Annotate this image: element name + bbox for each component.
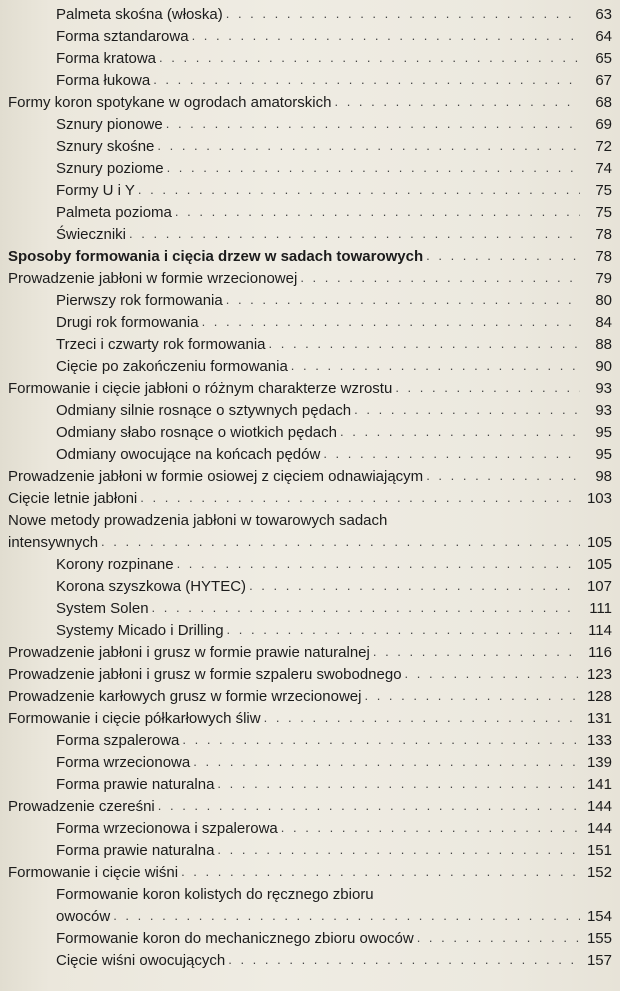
toc-entry-page-number: 65 (595, 50, 612, 67)
toc-entry (8, 730, 612, 752)
toc-entry-page-number: 98 (595, 468, 612, 485)
toc-entry-row (8, 686, 612, 708)
dot-leader (364, 685, 580, 707)
dot-leader (426, 245, 580, 267)
dot-leader (249, 575, 580, 597)
dot-leader (166, 113, 580, 135)
toc-entry-title: Cięcie po zakończeniu formowania (56, 358, 288, 375)
toc-entry-title: System Solen (56, 600, 149, 617)
toc-entry-title: Sznury pionowe (56, 116, 163, 133)
toc-entry-title-line1: Formowanie koron kolistych do ręcznego zbioru (56, 886, 374, 903)
toc-entry-row (8, 488, 612, 510)
toc-entry-page-number: 133 (586, 732, 612, 749)
dot-leader (167, 157, 580, 179)
toc-entry-page-number: 157 (586, 952, 612, 969)
dot-leader (193, 751, 580, 773)
toc-entry-title: Forma szpalerowa (56, 732, 180, 749)
dot-leader (269, 333, 581, 355)
toc-entry-title: Cięcie wiśni owocujących (56, 952, 226, 969)
toc-entry-row (8, 642, 612, 664)
toc-entry (8, 268, 612, 290)
toc-entry-title: Formy U i Y (56, 182, 135, 199)
toc-entry-page-number: 131 (586, 710, 612, 727)
toc-entry-row (8, 532, 612, 554)
toc-entry (8, 4, 612, 26)
toc-entry-row (56, 26, 612, 48)
toc-entry-page-number: 72 (595, 138, 612, 155)
toc-entry-page-number: 75 (595, 204, 612, 221)
toc-entry-page-number: 93 (595, 402, 612, 419)
dot-leader (354, 399, 580, 421)
dot-leader (405, 663, 580, 685)
toc-entry (8, 554, 612, 576)
toc-entry-row (56, 312, 612, 334)
dot-leader (264, 707, 580, 729)
toc-entry-row (56, 48, 612, 70)
toc-entry-page-number: 152 (586, 864, 612, 881)
dot-leader (181, 861, 580, 883)
toc-entry-page-number: 88 (595, 336, 612, 353)
toc-entry-page-number: 139 (586, 754, 612, 771)
dot-leader (158, 795, 580, 817)
toc-entry-row (56, 136, 612, 158)
toc-entry (8, 26, 612, 48)
toc-entry-page-number: 80 (595, 292, 612, 309)
dot-leader (226, 3, 580, 25)
toc-entry-title: Odmiany słabo rosnące o wiotkich pędach (56, 424, 337, 441)
toc-entry-title-line1: Nowe metody prowadzenia jabłoni w towarowych sadach (8, 512, 388, 529)
toc-entry (8, 642, 612, 664)
toc-entry-page-number: 64 (595, 28, 612, 45)
dot-leader (373, 641, 580, 663)
toc-entry-page-number: 84 (595, 314, 612, 331)
toc-entry-title: Formowanie koron do mechanicznego zbioru owoców (56, 930, 414, 947)
toc-entry-title: Prowadzenie jabłoni i grusz w formie prawie naturalnej (8, 644, 370, 661)
dot-leader (426, 465, 580, 487)
toc-entry (8, 136, 612, 158)
toc-entry-row (56, 554, 612, 576)
toc-entry (8, 950, 612, 972)
toc-entry (8, 686, 612, 708)
toc-entry-title: Odmiany silnie rosnące o sztywnych pędach (56, 402, 352, 419)
toc-entry-page-number: 79 (595, 270, 612, 287)
toc-entry-row (56, 290, 612, 312)
toc-entry-row (56, 620, 612, 642)
toc-entry-row (56, 598, 612, 620)
dot-leader (228, 949, 580, 971)
dot-leader (101, 531, 580, 553)
toc-entry-title: Formowanie i cięcie wiśni (8, 864, 179, 881)
toc-entry (8, 400, 612, 422)
dot-leader (113, 905, 580, 927)
toc-entry-row (56, 70, 612, 92)
dot-leader (159, 47, 580, 69)
dot-leader (281, 817, 580, 839)
dot-leader (202, 311, 580, 333)
toc-entry (8, 818, 612, 840)
toc-entry-title: Prowadzenie jabłoni w formie osiowej z cięciem odnawiającym (8, 468, 424, 485)
toc-entry (8, 48, 612, 70)
toc-entry (8, 774, 612, 796)
toc-entry-page-number: 128 (586, 688, 612, 705)
toc-entry-row (56, 840, 612, 862)
toc-entry (8, 444, 612, 466)
toc-entry (8, 290, 612, 312)
toc-entry (8, 224, 612, 246)
toc-entry-row (56, 180, 612, 202)
toc-entry-row (56, 818, 612, 840)
toc-entry-row (8, 796, 612, 818)
dot-leader (417, 927, 580, 949)
toc-entry (8, 884, 612, 928)
toc-entry-page-number: 107 (586, 578, 612, 595)
toc-entry-page-number: 67 (595, 72, 612, 89)
toc-entry-row (8, 378, 612, 400)
toc-entry (8, 620, 612, 642)
toc-entry-title: Korony rozpinane (56, 556, 174, 573)
toc-entry-page-number: 154 (586, 908, 612, 925)
toc-entry (8, 246, 612, 268)
dot-leader (323, 443, 580, 465)
toc-entry-page-number: 90 (595, 358, 612, 375)
table-of-contents (8, 4, 612, 972)
dot-leader (157, 135, 580, 157)
toc-entry-page-number: 95 (595, 424, 612, 441)
dot-leader (175, 201, 580, 223)
toc-entry-title: intensywnych (8, 534, 99, 551)
toc-entry-row (8, 268, 612, 290)
toc-entry-title: Cięcie letnie jabłoni (8, 490, 138, 507)
toc-entry-row (56, 356, 612, 378)
toc-entry (8, 796, 612, 818)
toc-entry-title: Formowanie i cięcie półkarłowych śliw (8, 710, 261, 727)
toc-entry-page-number: 69 (595, 116, 612, 133)
toc-entry-title: Formowanie i cięcie jabłoni o różnym charakterze wzrostu (8, 380, 393, 397)
toc-entry-title: Palmeta skośna (włoska) (56, 6, 223, 23)
toc-entry-page-number: 74 (595, 160, 612, 177)
toc-entry (8, 466, 612, 488)
toc-entry (8, 92, 612, 114)
toc-entry (8, 158, 612, 180)
toc-entry-row (56, 4, 612, 26)
toc-entry-title: Prowadzenie czereśni (8, 798, 155, 815)
toc-entry-title: Trzeci i czwarty rok formowania (56, 336, 266, 353)
toc-entry (8, 664, 612, 686)
toc-entry-title: Sznury skośne (56, 138, 155, 155)
toc-entry-row (8, 708, 612, 730)
dot-leader (140, 487, 580, 509)
toc-entry-row (56, 114, 612, 136)
toc-entry-title: Świeczniki (56, 226, 127, 243)
toc-entry (8, 840, 612, 862)
toc-entry (8, 356, 612, 378)
toc-entry (8, 180, 612, 202)
toc-entry (8, 708, 612, 730)
toc-entry-title: Forma wrzecionowa i szpalerowa (56, 820, 278, 837)
toc-entry (8, 202, 612, 224)
dot-leader (226, 289, 580, 311)
dot-leader (177, 553, 580, 575)
toc-entry-title: Sznury poziome (56, 160, 164, 177)
toc-entry-page-number: 111 (589, 600, 612, 617)
toc-entry-title: Prowadzenie jabłoni w formie wrzecionowej (8, 270, 298, 287)
toc-entry (8, 928, 612, 950)
toc-entry-row (56, 224, 612, 246)
toc-entry-title: Prowadzenie jabłoni i grusz w formie szpaleru swobodnego (8, 666, 402, 683)
toc-entry-page-number: 114 (588, 622, 612, 639)
dot-leader (340, 421, 580, 443)
dot-leader (217, 839, 580, 861)
toc-entry-title: owoców (56, 908, 111, 925)
toc-entry-page-number: 95 (595, 446, 612, 463)
toc-entry (8, 334, 612, 356)
toc-entry-row (8, 92, 612, 114)
toc-entry-row (56, 334, 612, 356)
dot-leader (227, 619, 580, 641)
toc-entry-row (56, 774, 612, 796)
toc-entry-page-number: 123 (586, 666, 612, 683)
toc-entry-page-number: 141 (586, 776, 612, 793)
dot-leader (395, 377, 580, 399)
toc-entry-page-number: 103 (586, 490, 612, 507)
toc-entry-row (8, 246, 612, 268)
toc-entry (8, 312, 612, 334)
toc-entry-title: Forma wrzecionowa (56, 754, 191, 771)
dot-leader (182, 729, 580, 751)
toc-entry-title: Forma łukowa (56, 72, 151, 89)
toc-entry (8, 378, 612, 400)
toc-entry-title: Korona szyszkowa (HYTEC) (56, 578, 247, 595)
toc-entry-row (56, 422, 612, 444)
toc-entry-row (8, 664, 612, 686)
dot-leader (300, 267, 580, 289)
toc-entry (8, 752, 612, 774)
toc-entry-title: Forma sztandarowa (56, 28, 189, 45)
toc-entry-page-number: 78 (595, 248, 612, 265)
toc-entry-row (56, 950, 612, 972)
toc-entry-page-number: 93 (595, 380, 612, 397)
toc-entry-page-number: 75 (595, 182, 612, 199)
toc-entry-row (56, 444, 612, 466)
toc-entry-row (56, 158, 612, 180)
dot-leader (192, 25, 580, 47)
toc-entry-title: Palmeta pozioma (56, 204, 172, 221)
toc-entry-row (56, 906, 612, 928)
toc-entry-page-number: 151 (586, 842, 612, 859)
toc-entry-title: Formy koron spotykane w ogrodach amatorskich (8, 94, 332, 111)
toc-entry (8, 598, 612, 620)
dot-leader (152, 597, 580, 619)
toc-entry-title: Forma prawie naturalna (56, 842, 215, 859)
toc-entry-title: Sposoby formowania i cięcia drzew w sadach towarowych (8, 248, 424, 265)
toc-entry (8, 576, 612, 598)
dot-leader (129, 223, 580, 245)
toc-entry (8, 510, 612, 554)
toc-entry-page-number: 144 (586, 798, 612, 815)
dot-leader (291, 355, 580, 377)
toc-entry-page-number: 155 (586, 930, 612, 947)
toc-entry-page-number: 105 (586, 534, 612, 551)
toc-entry-page-number: 78 (595, 226, 612, 243)
toc-entry-title: Forma prawie naturalna (56, 776, 215, 793)
toc-entry-title: Pierwszy rok formowania (56, 292, 223, 309)
toc-entry-row (8, 862, 612, 884)
toc-entry-title: Systemy Micado i Drilling (56, 622, 224, 639)
dot-leader (334, 91, 580, 113)
toc-entry-title: Forma kratowa (56, 50, 157, 67)
toc-entry-title: Odmiany owocujące na końcach pędów (56, 446, 321, 463)
toc-entry-row (56, 202, 612, 224)
toc-entry (8, 422, 612, 444)
toc-entry-page-number: 63 (595, 6, 612, 23)
toc-entry-row (56, 752, 612, 774)
toc-entry-row (56, 928, 612, 950)
toc-entry-row (56, 576, 612, 598)
toc-entry (8, 114, 612, 136)
toc-entry-title: Prowadzenie karłowych grusz w formie wrzecionowej (8, 688, 362, 705)
toc-entry (8, 488, 612, 510)
toc-entry-page-number: 105 (586, 556, 612, 573)
toc-entry-row (8, 466, 612, 488)
dot-leader (217, 773, 580, 795)
toc-entry-title: Drugi rok formowania (56, 314, 199, 331)
toc-entry (8, 862, 612, 884)
toc-entry-row (56, 400, 612, 422)
dot-leader (138, 179, 580, 201)
toc-entry (8, 70, 612, 92)
toc-entry-page-number: 144 (586, 820, 612, 837)
toc-entry-page-number: 116 (588, 644, 612, 661)
toc-entry-page-number: 68 (595, 94, 612, 111)
toc-entry-row (56, 730, 612, 752)
dot-leader (153, 69, 580, 91)
